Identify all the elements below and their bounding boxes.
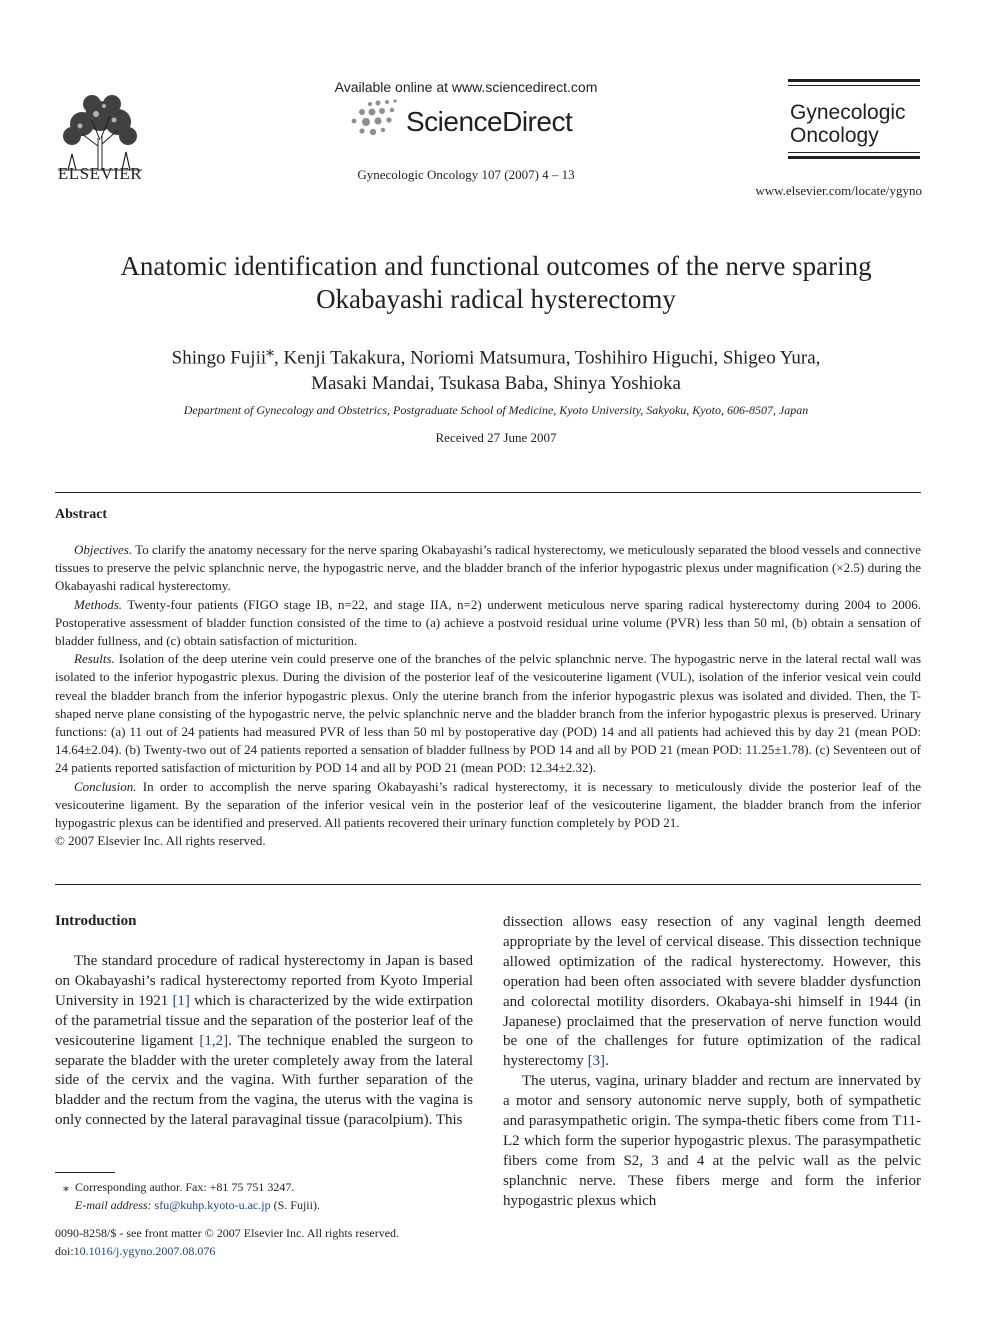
abstract-heading: Abstract xyxy=(55,507,108,522)
citation-link-1[interactable]: [1] xyxy=(172,992,190,1009)
sciencedirect-wordmark: ScienceDirect xyxy=(406,106,573,137)
available-online-text[interactable]: Available online at www.sciencedirect.com xyxy=(334,79,598,95)
journal-rule-bottom-thick xyxy=(788,156,920,159)
journal-title-line2: Oncology xyxy=(790,124,879,147)
intro-p1-cont-a: dissection allows easy resection of any vaginal length deemed appropriate by the level of cervical disease. This dissection technique allowed optimization of the radical hysterectomy. However, this operation had been often associated with severe bladder dysfunction and colorectal motility disorders. Okabaya-shi himself in 1944 (in Japanese) proclaimed that the preservation of nerve function would be one of the challenges for future optimization of the radical hysterectomy xyxy=(503,914,921,1070)
citation-link-3[interactable]: [3] xyxy=(587,1053,606,1070)
intro-paragraph-2: The uterus, vagina, urinary bladder and rectum are innervated by a motor and sensory autonomic nerve supply, both of sympathetic and parasympathetic origin. The sympa-thetic fibers come from T11-L2 which form the superior hypogastric plexus. The parasympathetic fibers come from S2, 3 and 4 at the pelvic wall as the pelvic splanchnic nerve. These fibers merge and form the inferior hypogastric plexus which xyxy=(503,1073,921,1209)
body-column-right xyxy=(503,913,921,1212)
affiliation: Department of Gynecology and Obstetrics, Postgraduate School of Medicine, Kyoto University, Sakyoku, Kyoto, 606-8507, Japan xyxy=(183,403,809,417)
doi-line xyxy=(55,1242,473,1260)
journal-url-link[interactable]: www.elsevier.com/locate/ygyno xyxy=(755,183,922,198)
email-note xyxy=(55,1196,473,1214)
abstract-copyright: © 2007 Elsevier Inc. All rights reserved. xyxy=(55,833,266,849)
email-label: E-mail address: xyxy=(75,1198,152,1212)
abstract-rule-bottom xyxy=(55,884,921,885)
abstract-objectives xyxy=(55,541,921,596)
email-suffix: (S. Fujii). xyxy=(270,1198,320,1212)
article-title-line2: Okabayashi radical hysterectomy xyxy=(316,284,676,314)
results-text: Isolation of the deep uterine vein could preserve one of the branches of the pelvic splanchnic nerve. The hypogastric nerve in the lateral rectal wall was isolated to the inferior hypogastric plexus. During the division of the posterior leaf of the vesicouterine ligament (VUL), isolation of the inferior vesical vein could reveal the bladder branch from the inferior hypogastric plexus. Only the uterine branch from the inferior hypogastric plexus was isolated and divided. Then, the T-shaped nerve plane consisting of the hypogastric nerve, the pelvic splanchnic nerve and the bladder branch from the inferior hypogastric plexus is preserved. Urinary functions: (a) 11 out of 24 patients had measured PVR of less than 50 ml by postoperative day (POD) 14 and all patients had achieved this by day 21 (mean POD: 14.64±2.04). (b) Twenty-two out of 24 patients reported a sensation of bladder fullness by POD 14 and all by POD 21 (mean POD: 11.25±1.78). (c) Seventeen out of 24 patients reported satisfaction of micturition by POD 14 and all by POD 21 (mean POD: 12.34±2.32). xyxy=(55,651,921,776)
abstract-body xyxy=(55,541,921,850)
journal-rule-bottom-thin xyxy=(788,152,920,153)
objectives-text: To clarify the anatomy necessary for the nerve sparing Okabayashi’s radical hysterectomy, we meticulously separated the blood vessels and connective tissues to preserve the pelvic splanchnic nerve, the hypogastric nerve, and the bladder branch of the inferior hypogastric plexus under magnification (×2.5) during the Okabayashi radical hysterectomy. xyxy=(55,542,921,594)
corresponding-author-note xyxy=(55,1178,473,1196)
received-date: Received 27 June 2007 xyxy=(435,430,557,445)
doi-link[interactable]: 10.1016/j.ygyno.2007.08.076 xyxy=(73,1244,216,1258)
intro-paragraph-1-continued xyxy=(503,913,921,1072)
methods-text: Twenty-four patients (FIGO stage IB, n=22, and stage IIA, n=2) underwent meticulous nerve sparing radical hysterectomy during 2004 to 2006. Postoperative assessment of bladder function consisted of the time to (a) achieve a postvoid residual urine volume (PVR) less than 50 ml, (b) obtain a sensation of bladder fullness, and (c) obtain satisfaction of micturition. xyxy=(55,596,921,649)
article-title xyxy=(60,250,932,316)
intro-p1-part-b: which is characterized by the wide extirpation of the parametrial tissue and the separation of the posterior leaf of the vesicouterine ligament xyxy=(55,992,473,1049)
author-line2: Masaki Mandai, Tsukasa Baba, Shinya Yoshioka xyxy=(311,373,681,395)
abstract-conclusion xyxy=(55,778,921,833)
conclusion-text: In order to accomplish the nerve sparing Okabayashi’s radical hysterectomy, it is necessary to meticulously divide the posterior leaf of the vesicouterine ligament. By the separation of the inferior vesical vein in the posterior leaf of the vesicouterine ligament, the bladder branch from the inferior hypogastric plexus can be identified and preserved. All patients recovered their urinary function completely by POD 21. xyxy=(55,778,921,831)
abstract-methods xyxy=(55,596,921,651)
footnotes xyxy=(55,1178,473,1214)
intro-paragraph-1 xyxy=(55,952,473,1131)
author-line1 xyxy=(60,339,932,371)
methods-label: Methods. xyxy=(74,596,123,612)
publisher-name: ELSEVIER xyxy=(57,164,143,183)
corresponding-author-mark[interactable]: ⁎ xyxy=(266,343,275,360)
abstract-rule-top xyxy=(55,492,921,493)
journal-rule-top-thin xyxy=(788,85,920,86)
author-first[interactable]: Shingo Fujii xyxy=(171,347,267,369)
journal-rule-top-thick xyxy=(788,79,920,82)
sciencedirect-dots-icon xyxy=(348,98,408,140)
footnote-rule xyxy=(55,1172,115,1173)
issn-line: 0090-8258/$ - see front matter © 2007 Elsevier Inc. All rights reserved. xyxy=(55,1226,400,1240)
conclusion-label: Conclusion. xyxy=(74,778,137,794)
footnote-mark: ⁎ xyxy=(63,1180,69,1194)
objectives-label: Objectives. xyxy=(74,542,133,557)
doi-label: doi: xyxy=(55,1244,74,1258)
abstract-results xyxy=(55,650,921,777)
intro-p1-cont-b: . xyxy=(605,1053,609,1070)
journal-title-line1: Gynecologic xyxy=(790,101,906,124)
intro-p1-part-a: The standard procedure of radical hysterectomy in Japan is based on Okabayashi’s radical hysterectomy reported from Kyoto Imperial University in 1921 xyxy=(55,953,473,1009)
intro-p1-part-c: . The technique enabled the surgeon to separate the bladder with the ureter completely away from the lateral side of the cervix and the vagina. With further separation of the bladder and the rectum from the vagina, the uterus with the vagina is only connected by the lateral paravaginal tissue (paracolpium). This xyxy=(55,1032,474,1129)
front-matter xyxy=(55,1224,473,1260)
email-link[interactable]: sfu@kuhp.kyoto-u.ac.jp xyxy=(154,1198,271,1212)
author-list xyxy=(60,339,932,397)
results-label: Results. xyxy=(74,651,115,667)
article-title-line1: Anatomic identification and functional outcomes of the nerve sparing xyxy=(120,251,872,281)
journal-citation: Gynecologic Oncology 107 (2007) 4 – 13 xyxy=(357,167,575,182)
body-column-left xyxy=(55,952,473,1131)
introduction-heading: Introduction xyxy=(55,913,137,929)
citation-link-1-2[interactable]: [1,2] xyxy=(199,1032,229,1049)
journal-title xyxy=(790,101,906,147)
author-line1-rest: , Kenji Takakura, Noriomi Matsumura, Toshihiro Higuchi, Shigeo Yura, xyxy=(274,347,821,369)
corresponding-author-text: Corresponding author. Fax: +81 75 751 3247. xyxy=(75,1180,295,1194)
